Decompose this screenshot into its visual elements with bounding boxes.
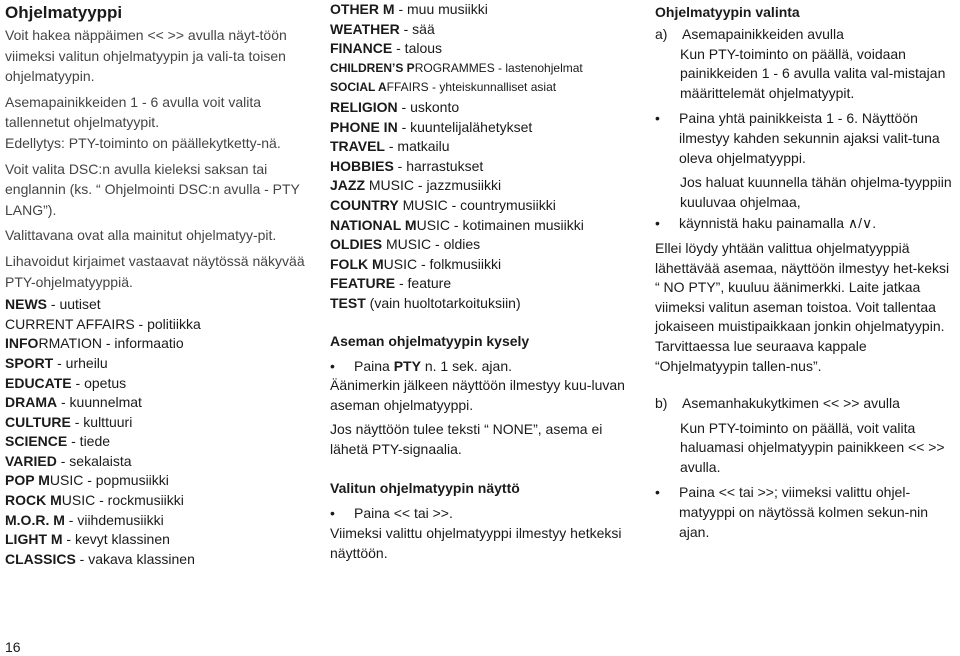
list-item-text: - uskonto bbox=[397, 98, 460, 115]
paragraph-a1: Kun PTY-toiminto on päällä, voidaan painikkeiden 1 - 6 avulla valita val-mistajan määrittelemät ohjelmatyypit. bbox=[680, 45, 946, 101]
list-item bbox=[330, 78, 630, 98]
list-item-text: - viihdemusiikki bbox=[64, 511, 164, 528]
list-item-text: (vain huoltotarkoituksiin) bbox=[365, 294, 521, 311]
list-item-text: - sekalaista bbox=[56, 452, 132, 469]
program-type-list-2 bbox=[330, 0, 630, 314]
list-item-text: - kulttuuri bbox=[70, 413, 133, 430]
list-item bbox=[5, 530, 305, 550]
list-item bbox=[330, 0, 630, 20]
paragraph-a2: Jos haluat kuunnella tähän ohjelma-tyyppiin kuuluvaa ohjelmaa, bbox=[680, 174, 952, 210]
option-tag: b) bbox=[655, 395, 668, 412]
list-item-text: MUSIC - jazzmusiikki bbox=[365, 177, 502, 194]
paragraph-last-selected: Viimeksi valittu ohjelmatyyppi ilmestyy hetkeksi näyttöön. bbox=[330, 525, 622, 561]
bullet-text: Paina yhtä painikkeista 1 - 6. Näyttöön ilmestyy kahden sekunnin ajaksi valit-tuna oleva ohjelmatyyppi. bbox=[679, 110, 940, 166]
bullet-icon: • bbox=[330, 357, 335, 374]
bullet-press-pty bbox=[330, 357, 630, 377]
paragraph-bold-letters: Lihavoidut kirjaimet vastaavat näytössä näkyvää PTY-ohjelmatyyppiä. bbox=[5, 252, 305, 290]
list-item-text: - harrastukset bbox=[393, 157, 484, 174]
bullet-a1 bbox=[655, 109, 955, 168]
list-item-text: MUSIC - oldies bbox=[382, 236, 481, 253]
section-title-query: Aseman ohjelmatyypin kysely bbox=[330, 332, 530, 349]
list-item-bold: SPORT bbox=[5, 354, 54, 371]
list-item bbox=[330, 137, 630, 157]
list-item bbox=[5, 295, 305, 315]
list-item-text: - feature bbox=[395, 275, 452, 292]
list-item-text: - sää bbox=[399, 20, 435, 37]
option-label: Asemapainikkeiden avulla bbox=[682, 26, 844, 42]
list-item bbox=[330, 235, 630, 255]
list-item bbox=[5, 413, 305, 433]
list-item-bold: OTHER M bbox=[330, 1, 395, 17]
list-item bbox=[330, 39, 630, 59]
list-item bbox=[330, 196, 630, 216]
paragraph-no-pty: Ellei löydy yhtään valittua ohjelmatyyppiä lähettävää asemaa, näyttöön ilmestyy het-keksi “ NO PTY”, kuuluu äänimerkki. Laite jatkaa viimeksi valitun aseman toistoa. Voit tallentaa jokaiseen muistipaikkaan jonkin ohjelmatyypin. Tarvittaessa lue seuraava kappale “Ohjelmatyypin tallen-nus”. bbox=[655, 239, 950, 374]
column-middle bbox=[330, 0, 630, 563]
list-item-text: - kuunnelmat bbox=[57, 394, 142, 411]
list-item bbox=[5, 334, 305, 354]
list-item-bold: EDUCATE bbox=[5, 374, 72, 391]
list-item-bold: SOCIAL A bbox=[330, 80, 387, 95]
list-item bbox=[330, 216, 630, 236]
section-title-selection: Ohjelmatyypin valinta bbox=[655, 4, 800, 20]
list-item-bold: CHILDREN’S P bbox=[330, 60, 415, 75]
page-number: 16 bbox=[5, 639, 21, 655]
bullet-icon: • bbox=[655, 484, 660, 501]
list-item bbox=[5, 315, 305, 335]
bullet-a2 bbox=[655, 214, 955, 234]
list-item-text: USIC - kotimainen musiikki bbox=[416, 216, 584, 233]
bullet-text: Paina << tai >>. bbox=[354, 505, 453, 522]
list-item-bold: FINANCE bbox=[330, 40, 393, 57]
list-item-text: USIC - popmusiikki bbox=[49, 472, 169, 489]
list-item bbox=[330, 20, 630, 40]
bullet-text: käynnistä haku painamalla ∧/∨. bbox=[679, 215, 877, 232]
list-item bbox=[5, 393, 305, 413]
list-item-text: USIC - folkmusiikki bbox=[383, 255, 502, 272]
bullet-text: Paina << tai >>; viimeksi valittu ohjel-matyyppi on näytössä kolmen sekun-nin ajan. bbox=[679, 484, 929, 540]
list-item-text: - vakava klassinen bbox=[75, 550, 195, 567]
list-item-text: ROGRAMMES - lastenohjelmat bbox=[414, 60, 583, 75]
list-item-bold: ROCK M bbox=[5, 492, 62, 509]
list-item-bold: VARIED bbox=[5, 452, 57, 469]
list-item-text: USIC - rockmusiikki bbox=[61, 492, 184, 509]
bullet-icon: • bbox=[655, 110, 660, 127]
bullet-icon: • bbox=[655, 215, 660, 232]
list-item-bold: TEST bbox=[330, 294, 366, 311]
list-item-bold: RELIGION bbox=[330, 98, 398, 115]
list-item-text: - kuuntelijalähetykset bbox=[397, 118, 533, 135]
list-item bbox=[330, 98, 630, 118]
list-item bbox=[5, 452, 305, 472]
list-item-bold: INFO bbox=[5, 335, 39, 352]
paragraph-available: Valittavana ovat alla mainitut ohjelmatyy-pit. bbox=[5, 227, 277, 244]
list-item-text: - matkailu bbox=[384, 138, 450, 155]
list-item-bold: OLDIES bbox=[330, 236, 383, 253]
list-item bbox=[5, 471, 305, 491]
option-a bbox=[655, 25, 955, 45]
list-item bbox=[330, 59, 630, 79]
list-item-text: - kevyt klassinen bbox=[62, 531, 170, 548]
list-item-text: RMATION - informaatio bbox=[38, 335, 184, 352]
paragraph-none: Jos näyttöön tulee teksti “ NONE”, asema ei lähetä PTY-signaalia. bbox=[330, 421, 603, 457]
paragraph-beep: Äänimerkin jälkeen näyttöön ilmestyy kuu-luvan aseman ohjelmatyyppi. bbox=[330, 377, 625, 413]
list-item-text: - tiede bbox=[67, 433, 111, 450]
bullet-text: Paina PTY n. 1 sek. ajan. bbox=[354, 357, 512, 374]
option-label: Asemanhakukytkimen << >> avulla bbox=[682, 395, 900, 412]
list-item bbox=[330, 118, 630, 138]
section-title-ohjelmatyyppi: Ohjelmatyyppi bbox=[5, 3, 123, 22]
paragraph-intro: Voit hakea näppäimen << >> avulla näyt-töön viimeksi valitun ohjelmatyypin ja vali-ta toisen ohjelmatyypin. bbox=[5, 27, 287, 85]
paragraph-language: Voit valita DSC:n avulla kieleksi saksan tai englannin (ks. “ Ohjelmointi DSC:n avulla - PTY LANG”). bbox=[5, 160, 300, 218]
list-item bbox=[5, 354, 305, 374]
list-item-bold: JAZZ bbox=[330, 177, 365, 194]
column-right bbox=[655, 0, 955, 542]
list-item-text: - opetus bbox=[71, 374, 127, 391]
list-item-text: FFAIRS - yhteiskunnalliset asiat bbox=[386, 80, 557, 95]
list-item bbox=[330, 157, 630, 177]
paragraph-requirement: Edellytys: PTY-toiminto on päällekytketty-nä. bbox=[5, 134, 281, 151]
list-item-bold: DRAMA bbox=[5, 394, 58, 411]
list-item bbox=[5, 550, 305, 570]
list-item-bold: NEWS bbox=[5, 296, 47, 313]
paragraph-b1: Kun PTY-toiminto on päällä, voit valita haluamasi ohjelmatyypin painikkeen << >> avulla. bbox=[680, 419, 945, 475]
list-item bbox=[330, 255, 630, 275]
list-item bbox=[5, 432, 305, 452]
list-item bbox=[5, 511, 305, 531]
list-item-bold: PHONE IN bbox=[330, 118, 398, 135]
section-title-show: Valitun ohjelmatyypin näyttö bbox=[330, 480, 520, 497]
list-item-bold: COUNTRY bbox=[330, 196, 399, 213]
list-item-text: - muu musiikki bbox=[394, 1, 488, 17]
list-item-bold: LIGHT M bbox=[5, 531, 63, 548]
list-item-text: CURRENT AFFAIRS - politiikka bbox=[5, 315, 201, 332]
list-item-bold: SCIENCE bbox=[5, 433, 68, 450]
list-item bbox=[330, 176, 630, 196]
list-item bbox=[330, 294, 630, 314]
list-item bbox=[5, 374, 305, 394]
list-item-bold: FOLK M bbox=[330, 255, 384, 272]
list-item-text: - talous bbox=[392, 40, 443, 57]
list-item-bold: CLASSICS bbox=[5, 550, 76, 567]
list-item-text: - uutiset bbox=[47, 296, 101, 313]
bullet-press-arrows bbox=[330, 504, 630, 524]
list-item-text: MUSIC - countrymusiikki bbox=[398, 196, 556, 213]
program-type-list-1 bbox=[5, 295, 305, 569]
list-item-bold: TRAVEL bbox=[330, 138, 385, 155]
column-left bbox=[5, 0, 305, 569]
list-item-bold: FEATURE bbox=[330, 275, 396, 292]
list-item-bold: NATIONAL M bbox=[330, 216, 417, 233]
list-item-bold: WEATHER bbox=[330, 20, 400, 37]
paragraph-station-buttons: Asemapainikkeiden 1 - 6 avulla voit valita tallennetut ohjelmatyypit. bbox=[5, 93, 262, 131]
list-item-bold: POP M bbox=[5, 472, 50, 489]
bullet-b1 bbox=[655, 483, 955, 542]
list-item-bold: M.O.R. M bbox=[5, 511, 65, 528]
list-item bbox=[330, 274, 630, 294]
option-b bbox=[655, 394, 955, 414]
list-item-bold: CULTURE bbox=[5, 413, 71, 430]
option-tag: a) bbox=[655, 26, 668, 42]
list-item bbox=[5, 491, 305, 511]
bullet-icon: • bbox=[330, 505, 335, 522]
list-item-bold: HOBBIES bbox=[330, 157, 394, 174]
list-item-text: - urheilu bbox=[53, 354, 108, 371]
